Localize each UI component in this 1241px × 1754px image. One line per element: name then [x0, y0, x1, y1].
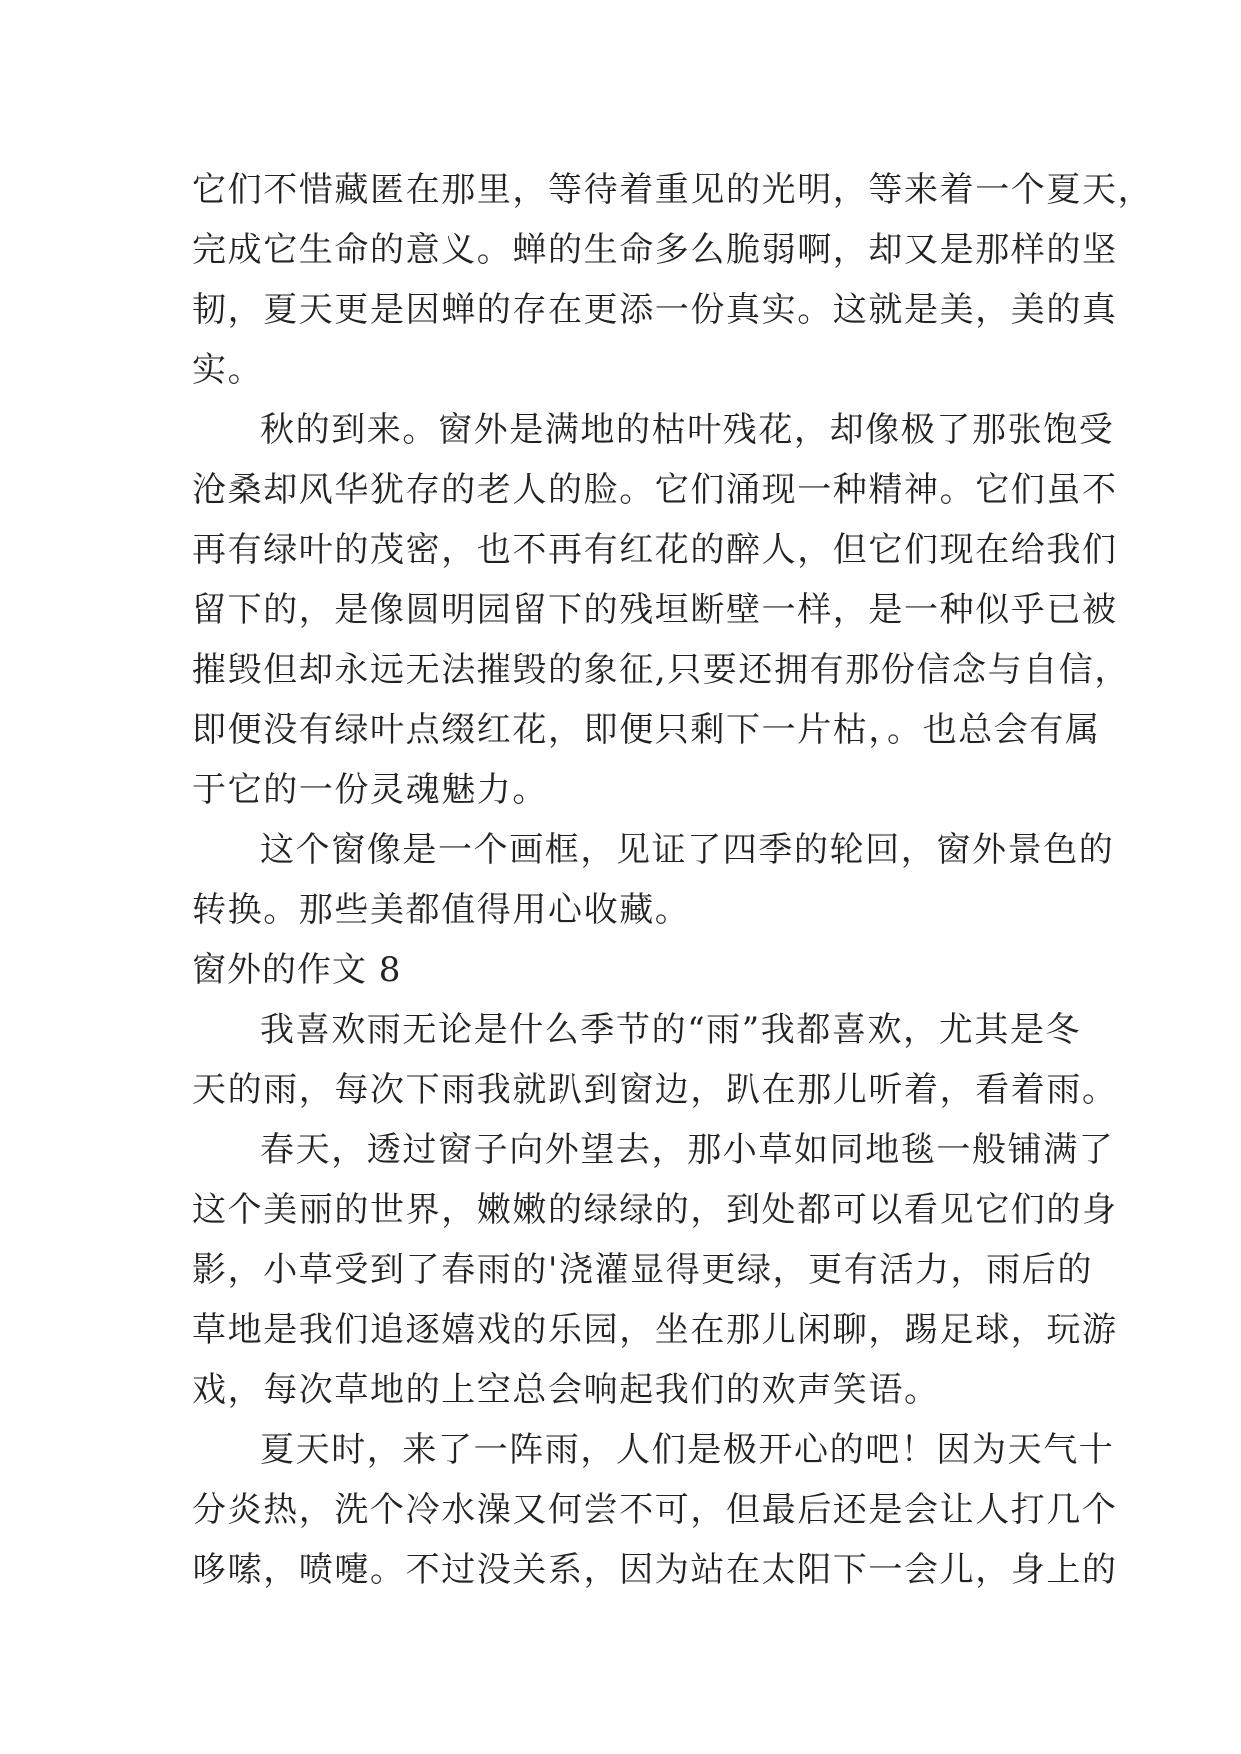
text-line: 实。	[192, 350, 264, 390]
text-line: 它们不惜藏匿在那里，等待着重见的光明，等来着一个夏天，	[192, 170, 1154, 210]
paragraph-start-line: 夏天时，来了一阵雨，人们是极开心的吧！因为天气十	[260, 1430, 1115, 1470]
text-line: 再有绿叶的茂密，也不再有红花的醉人，但它们现在给我们	[192, 530, 1118, 570]
paragraph-start-line: 春天，透过窗子向外望去，那小草如同地毯一般铺满了	[260, 1130, 1115, 1170]
text-line: 留下的，是像圆明园留下的残垣断壁一样，是一种似乎已被	[192, 590, 1118, 630]
text-line: 即便没有绿叶点缀红花，即便只剩下一片枯，。也总会有属	[192, 710, 1101, 750]
text-line: 沧桑却风华犹存的老人的脸。它们涌现一种精神。它们虽不	[192, 470, 1118, 510]
text-line: 转换。那些美都值得用心收藏。	[192, 890, 691, 930]
paragraph-start-line: 这个窗像是一个画框，见证了四季的轮回，窗外景色的	[260, 830, 1115, 870]
text-line: 于它的一份灵魂魅力。	[192, 770, 548, 810]
text-line: 草地是我们追逐嬉戏的乐园，坐在那儿闲聊，踢足球，玩游	[192, 1310, 1118, 1350]
paragraph-start-line: 秋的到来。窗外是满地的枯叶残花，却像极了那张饱受	[260, 410, 1115, 450]
text-line: 戏，每次草地的上空总会响起我们的欢声笑语。	[192, 1370, 940, 1410]
text-line: 分炎热，洗个冷水澡又何尝不可，但最后还是会让人打几个	[192, 1490, 1118, 1530]
text-line: 完成它生命的意义。蝉的生命多么脆弱啊，却又是那样的坚	[192, 230, 1118, 270]
text-line: 韧，夏天更是因蝉的存在更添一份真实。这就是美，美的真	[192, 290, 1118, 330]
text-line: 影，小草受到了春雨的'浇灌显得更绿，更有活力，雨后的	[192, 1250, 1093, 1290]
text-line: 摧毁但却永远无法摧毁的象征,只要还拥有那份信念与自信，	[192, 650, 1131, 690]
paragraph-start-line: 我喜欢雨无论是什么季节的“雨”我都喜欢，尤其是冬	[260, 1010, 1082, 1050]
text-line: 天的雨，每次下雨我就趴到窗边，趴在那儿听着，看着雨。	[192, 1070, 1118, 1110]
essay-body	[192, 160, 1154, 1600]
text-line: 哆嗦，喷嚏。不过没关系，因为站在太阳下一会儿，身上的	[192, 1550, 1118, 1590]
section-heading: 窗外的作文 8	[192, 950, 402, 990]
text-line: 这个美丽的世界，嫩嫩的绿绿的，到处都可以看见它们的身	[192, 1190, 1118, 1230]
